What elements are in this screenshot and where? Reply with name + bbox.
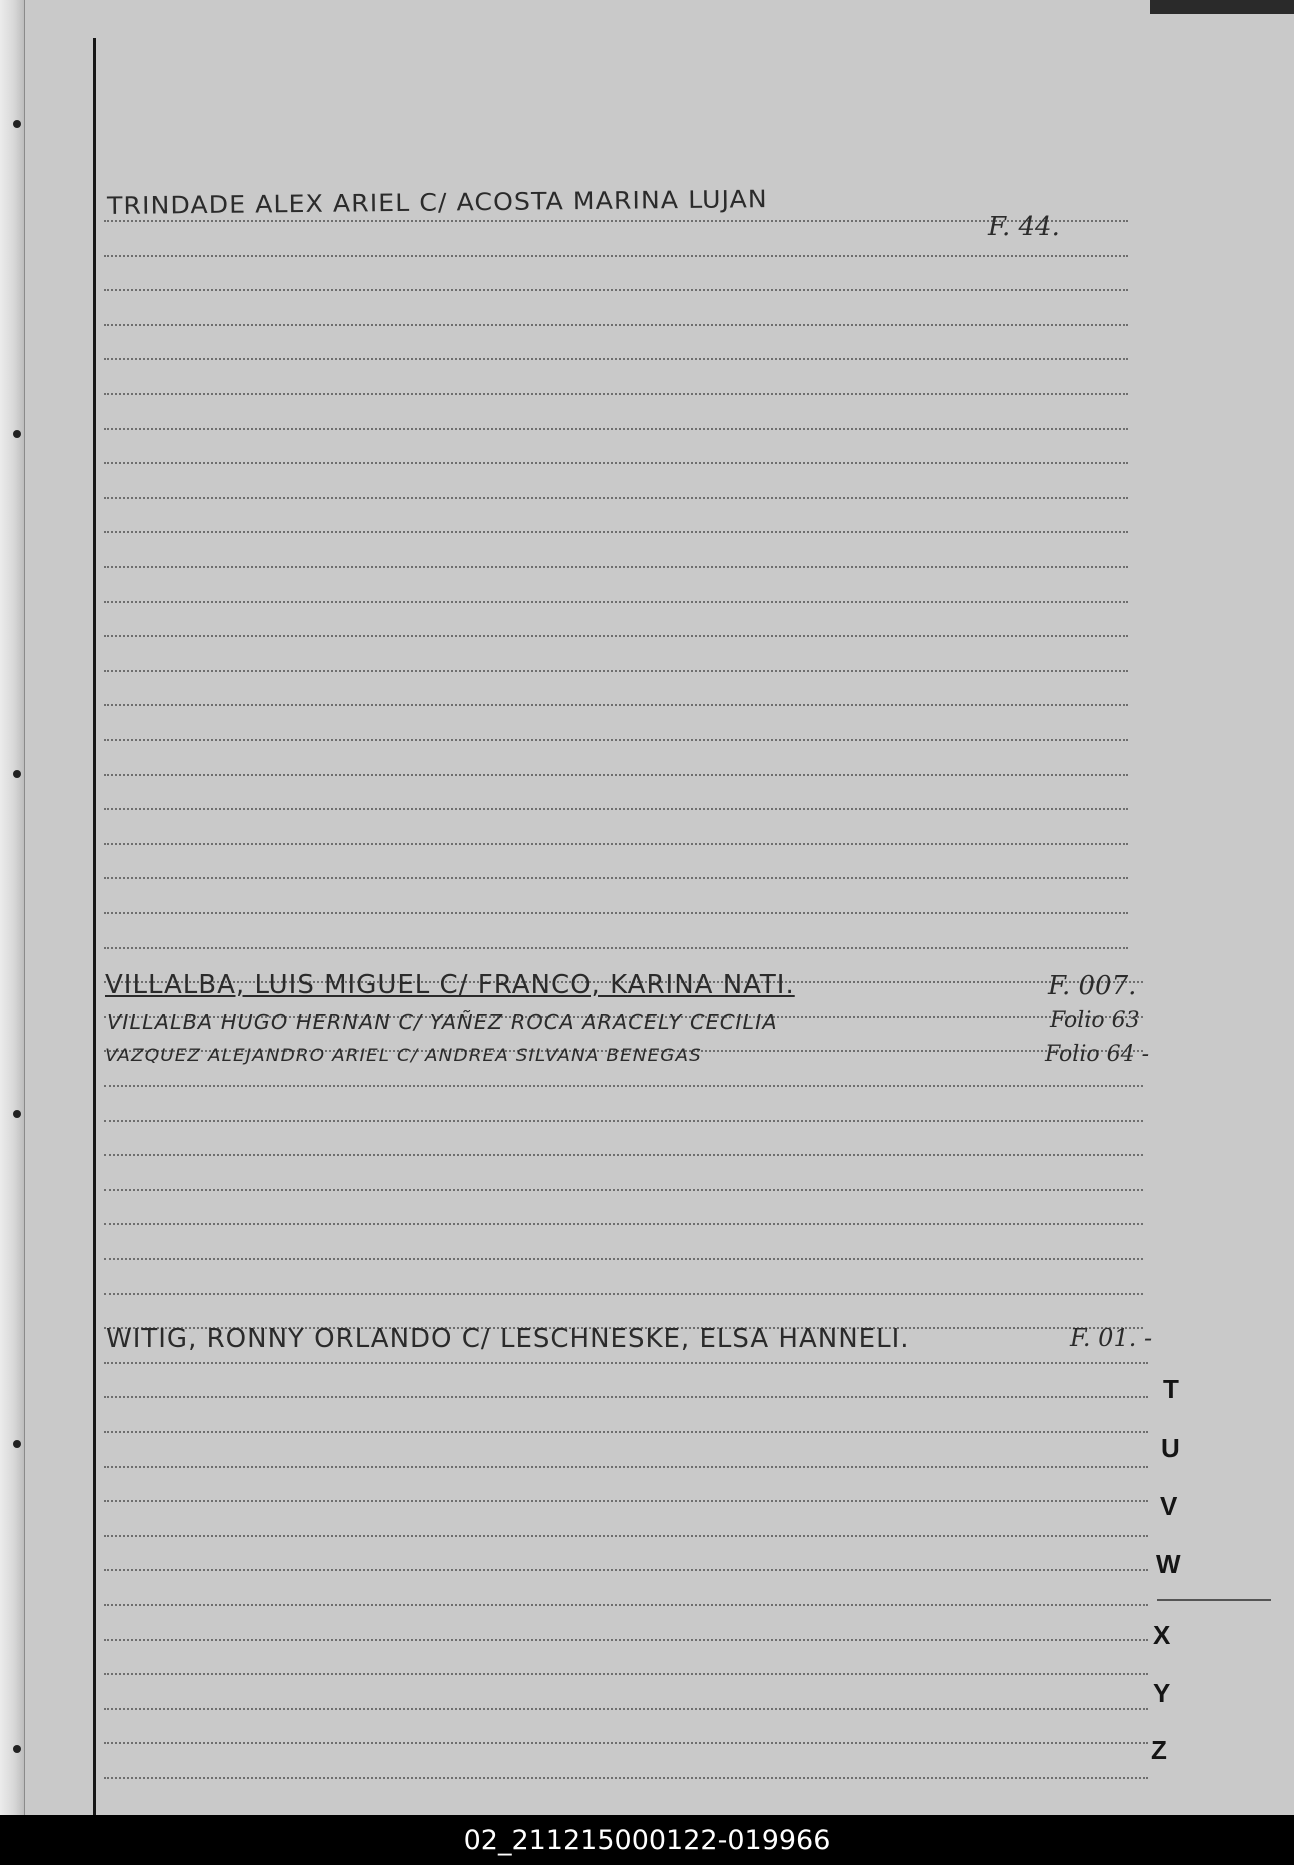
ruled-line — [104, 1708, 1148, 1710]
ruled-line — [104, 531, 1128, 533]
entry-names: TRINDADE ALEX ARIEL C/ ACOSTA MARINA LUJAN — [106, 185, 768, 220]
image-id-label: 02_211215000122-019966 — [0, 1815, 1294, 1865]
ruled-line — [104, 1604, 1148, 1606]
ruled-line — [104, 670, 1128, 672]
ruled-line — [104, 1742, 1148, 1744]
ruled-line — [104, 358, 1128, 360]
binding-hole — [13, 770, 21, 778]
ruled-line — [104, 220, 1128, 222]
binding-hole — [13, 430, 21, 438]
ruled-line — [104, 912, 1128, 914]
index-tab-u[interactable]: U — [1161, 1433, 1180, 1463]
ruled-line — [104, 1362, 1148, 1364]
entry-folio: Folio 63 — [1050, 1008, 1140, 1033]
ruled-line — [104, 1500, 1148, 1502]
entry-folio: F. 01. - — [1070, 1324, 1153, 1352]
ruled-line — [104, 601, 1128, 603]
entry-names: VILLALBA HUGO HERNAN C/ YAÑEZ ROCA ARACELY CECILIA — [107, 1010, 778, 1034]
ruled-line — [104, 843, 1128, 845]
entry-names: WITIG, RONNY ORLANDO C/ LESCHNESKE, ELSA HANNELI. — [106, 1324, 910, 1354]
ruled-line — [104, 808, 1128, 810]
ruled-line — [104, 877, 1128, 879]
ruled-line — [104, 1466, 1148, 1468]
ruled-line — [104, 1154, 1143, 1156]
ruled-line — [104, 947, 1128, 949]
ruled-line — [104, 497, 1128, 499]
index-tab-v[interactable]: V — [1160, 1491, 1178, 1521]
index-tab-t[interactable]: T — [1163, 1374, 1179, 1404]
ruled-line — [104, 1258, 1143, 1260]
index-tab-z[interactable]: Z — [1151, 1735, 1167, 1765]
index-tab-y[interactable]: Y — [1153, 1678, 1171, 1708]
entry-folio: Folio 64 - — [1045, 1042, 1150, 1067]
ruled-line — [104, 1431, 1148, 1433]
ruled-line — [104, 566, 1128, 568]
binding-hole — [13, 1745, 21, 1753]
page-corner-edge — [1150, 0, 1294, 14]
binding-hole — [13, 1110, 21, 1118]
entry-folio: F. 007. — [1048, 971, 1137, 1001]
entry-folio: F. 44. — [988, 212, 1060, 242]
entry-names: VILLALBA, LUIS MIGUEL C/ FRANCO, KARINA NATI. — [105, 970, 795, 1000]
entry-names: VAZQUEZ ALEJANDRO ARIEL C/ ANDREA SILVANA BENEGAS — [105, 1046, 702, 1066]
ruled-line — [104, 1120, 1143, 1122]
ruled-line — [104, 1777, 1148, 1779]
ruled-line — [104, 324, 1128, 326]
ruled-line — [104, 1535, 1148, 1537]
ruled-line — [104, 1085, 1143, 1087]
binding-hole — [13, 1440, 21, 1448]
ruled-line — [104, 255, 1128, 257]
binding-hole — [13, 120, 21, 128]
ruled-line — [104, 462, 1128, 464]
ruled-line — [104, 635, 1128, 637]
ruled-line — [104, 428, 1128, 430]
ruled-line — [104, 1189, 1143, 1191]
ruled-line — [104, 774, 1128, 776]
index-tab-w[interactable]: W — [1156, 1549, 1181, 1579]
tab-divider — [1157, 1599, 1271, 1601]
page-binding — [0, 0, 25, 1815]
ruled-line — [104, 1569, 1148, 1571]
ruled-line — [104, 1396, 1148, 1398]
ruled-line — [104, 1639, 1148, 1641]
ruled-line — [104, 704, 1128, 706]
ruled-line — [104, 289, 1128, 291]
ruled-line — [104, 1293, 1143, 1295]
index-tab-x[interactable]: X — [1153, 1620, 1171, 1650]
ruled-line — [104, 1673, 1148, 1675]
ruled-line — [104, 1223, 1143, 1225]
ruled-line — [104, 739, 1128, 741]
margin-rule — [93, 38, 96, 1815]
ruled-line — [104, 393, 1128, 395]
